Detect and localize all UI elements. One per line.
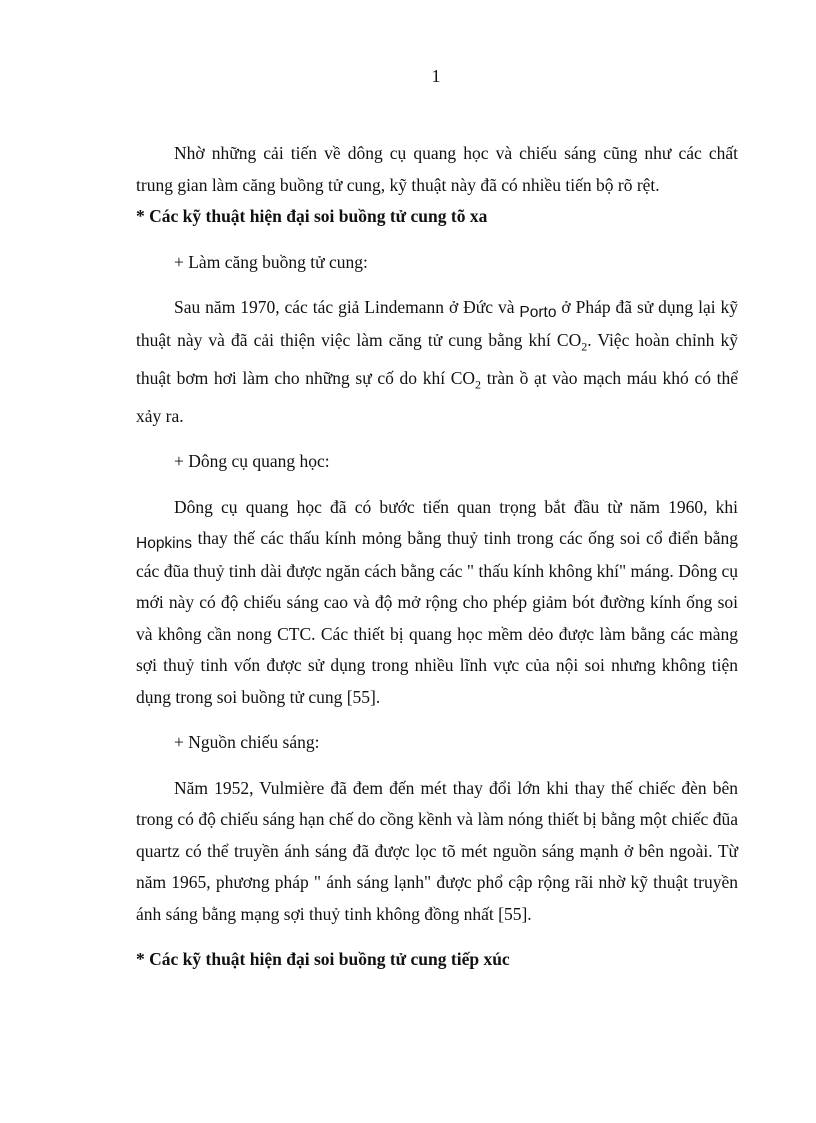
distension-text-d: tràn ồ ạt vào mạch máu khó có thể xảy ra. <box>136 367 739 426</box>
co2-subscript: 2 <box>475 377 482 391</box>
optics-paragraph <box>136 492 738 714</box>
optics-text-a: Dông cụ quang học đã có bước tiến quan trọng bắt đầu từ năm 1960, khi <box>174 496 738 517</box>
porto-name: Porto <box>519 304 557 321</box>
distension-text-b: ở Pháp đã sử dụng lại kỹ thuật này và đã cải thiện việc làm căng tử cung bằng khí CO <box>136 297 738 350</box>
distension-text-a: Sau năm 1970, các tác giả Lindemann ở Đức và <box>174 297 515 317</box>
optics-text-b: thay thế các thấu kính mỏng bằng thuỷ tinh trong các ống soi cổ điển bằng các đũa thuỷ tinh dài được ngăn cách bằng các " thấu kính không khí" máng. Dông cụ mới này có độ chiếu sáng cao và độ mở rộng cho phép giảm bót đường kính ống soi và không cần nong CTC. Các thiết bị quang học mềm dẻo được làm bằng các màng sợi thuỷ tinh vốn được sử dụng trong nhiều lĩnh vực của nội soi nhưng không tiện dụng trong soi buồng tử cung [55]. <box>136 528 738 707</box>
hopkins-name: Hopkins <box>136 535 192 552</box>
item-uterine-distension: + Làm căng buồng tử cung: <box>174 251 368 272</box>
heading-remote-hysteroscopy: * Các kỹ thuật hiện đại soi buồng tử cung tõ xa <box>136 206 488 226</box>
distension-paragraph <box>136 292 738 432</box>
distension-text-c: . Việc hoàn chỉnh kỹ thuật bơm hơi làm cho những sự cố do khí CO <box>136 329 738 388</box>
item-optics: + Dông cụ quang học: <box>174 451 330 471</box>
heading-contact-hysteroscopy: * Các kỹ thuật hiện đại soi buồng tử cung tiếp xúc <box>136 949 510 969</box>
item-light-source: + Nguồn chiếu sáng: <box>174 732 320 752</box>
document-body <box>136 138 738 976</box>
co2-subscript: 2 <box>581 339 588 353</box>
light-paragraph: Năm 1952, Vulmière đã đem đến mét thay đổi lớn khi thay thế chiếc đèn bên trong có độ chiếu sáng hạn chế do cồng kềnh và làm nóng thiết bị bằng một chiếc đũa quartz có thể truyền ánh sáng đã được lọc tõ mét nguồn sáng mạnh ở bên ngoài. Từ năm 1965, phương pháp " ánh sáng lạnh" được phổ cập rộng rãi nhờ kỹ thuật truyền ánh sáng bằng mạng sợi thuỷ tinh không đồng nhất [55]. <box>136 777 738 924</box>
page-number: 1 <box>431 66 441 86</box>
intro-paragraph: Nhờ những cải tiến về dông cụ quang học và chiếu sáng cũng như các chất trung gian làm căng buồng tử cung, kỹ thuật này đã có nhiều tiến bộ rõ rệt. <box>136 143 738 195</box>
